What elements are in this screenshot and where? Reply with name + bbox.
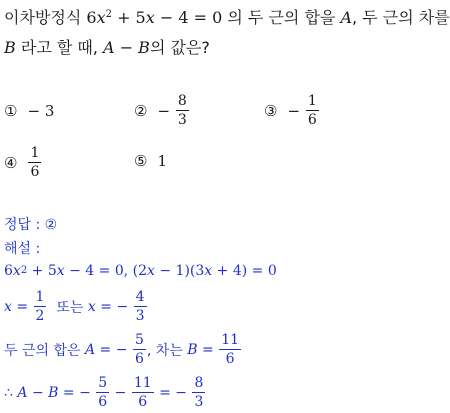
option-5[interactable]: ⑤ 1 [134, 152, 167, 170]
variable-b: B [4, 38, 16, 57]
final-fraction-1: $\frac{5}{6}$ [98, 375, 108, 410]
option-4[interactable] [4, 146, 42, 179]
root-2-fraction: $\frac{4}{3}$ [135, 289, 145, 324]
option-1-mark: ① [4, 102, 18, 120]
question-line-2 [4, 35, 210, 58]
solution-sum-diff-line: 두 근의 합은 A = − $\frac{5}{6}$ , 차는 B = $\frac{11}{6}$ [4, 332, 240, 367]
question-text-when: 라고 할 때, [20, 38, 98, 57]
question-text-sum: 의 두 근의 합을 [227, 8, 336, 27]
explanation-label: 해설 : [4, 241, 41, 257]
solution-factoring-line: 6 x 2 + 5 x − 4 = 0, (2 x − 1)(3 x + 4) = 0 [4, 263, 277, 279]
option-2-fraction: $\frac{8}{3}$ [177, 93, 187, 128]
final-fraction-3: $\frac{8}{3}$ [194, 375, 204, 410]
sum-fraction: $\frac{5}{6}$ [134, 332, 144, 367]
question-expression: A − B [103, 38, 150, 57]
option-5-mark: ⑤ [134, 152, 148, 170]
variable-a: A [340, 8, 353, 27]
question-text-end: 의 값은? [149, 38, 210, 57]
option-2-mark: ② [134, 101, 148, 120]
option-1[interactable]: ① − 3 [4, 102, 55, 120]
question-equation: $6x^2 + 5x - 4 = 0$ [86, 8, 223, 27]
option-4-mark: ④ [4, 153, 18, 172]
question-line-1 [4, 5, 450, 28]
solution-final-line: ∴ A − B = − $\frac{5}{6}$ − $\frac{11}{6}$ = − $\frac{8}{3}$ [4, 375, 204, 410]
diff-fraction: $\frac{11}{6}$ [221, 332, 240, 367]
option-4-fraction: $\frac{1}{6}$ [30, 145, 40, 180]
answer-label: 정답 : ② [4, 217, 58, 233]
question-text-start: 이차방정식 [4, 8, 82, 27]
option-2[interactable]: ② − $\frac{8}{3}$ [134, 93, 187, 128]
question-text-diff: , 두 근의 차를 [352, 8, 450, 27]
option-3[interactable]: ③ − $\frac{1}{6}$ [264, 93, 317, 128]
final-fraction-2: $\frac{11}{6}$ [133, 375, 152, 410]
solution-roots-line: x = $\frac{1}{2}$ 또는 x = − $\frac{4}{3}$ [4, 289, 145, 324]
root-1-fraction: $\frac{1}{2}$ [35, 289, 45, 324]
option-3-fraction: $\frac{1}{6}$ [307, 93, 317, 128]
option-3-mark: ③ [264, 101, 278, 120]
